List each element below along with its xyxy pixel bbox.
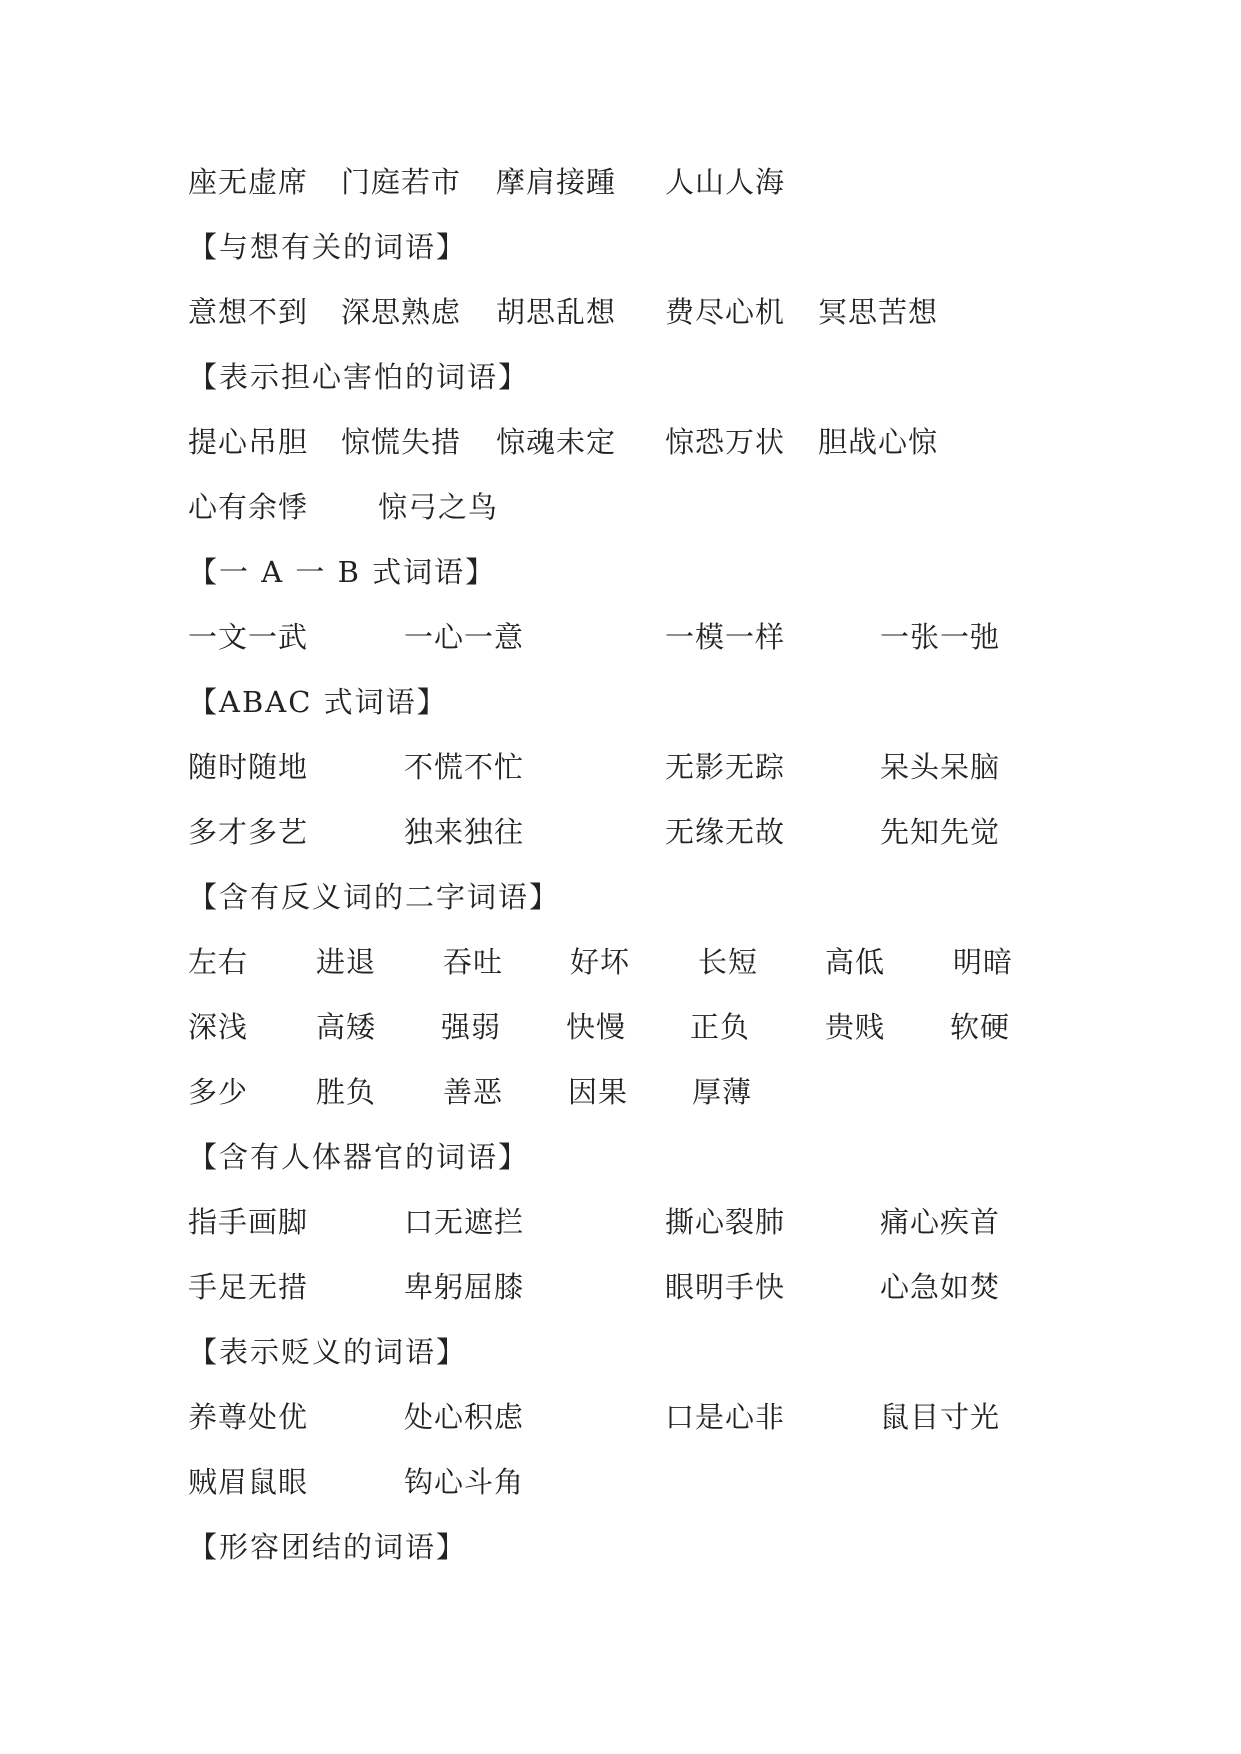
word: 多少	[188, 1075, 249, 1109]
section-heading: 【与想有关的词语】	[188, 230, 468, 264]
word: 痛心疾首	[880, 1205, 1001, 1239]
word: 好坏	[570, 945, 631, 979]
word: 因果	[568, 1075, 629, 1109]
word: 善恶	[443, 1075, 504, 1109]
word: 眼明手快	[665, 1270, 786, 1304]
word: 快慢	[566, 1010, 627, 1044]
word: 惊弓之鸟	[378, 490, 499, 524]
word: 意想不到	[188, 295, 309, 329]
word: 深思熟虑	[341, 295, 462, 329]
word: 惊慌失措	[341, 425, 462, 459]
word: 软硬	[950, 1010, 1011, 1044]
word: 口无遮拦	[404, 1205, 525, 1239]
word: 无影无踪	[665, 750, 786, 784]
word: 座无虚席	[188, 165, 309, 199]
word: 人山人海	[665, 165, 786, 199]
word: 撕心裂肺	[665, 1205, 786, 1239]
word: 胆战心惊	[818, 425, 939, 459]
word: 吞吐	[443, 945, 504, 979]
word: 高矮	[316, 1010, 377, 1044]
word: 口是心非	[665, 1400, 786, 1434]
word: 鼠目寸光	[880, 1400, 1001, 1434]
section-heading: 【形容团结的词语】	[188, 1530, 468, 1564]
word: 费尽心机	[665, 295, 786, 329]
word: 贼眉鼠眼	[188, 1465, 309, 1499]
word: 独来独往	[404, 815, 525, 849]
word: 心有余悸	[188, 490, 309, 524]
word: 指手画脚	[188, 1205, 309, 1239]
word: 手足无措	[188, 1270, 309, 1304]
word: 摩肩接踵	[496, 165, 617, 199]
word: 胜负	[316, 1075, 377, 1109]
word: 一文一武	[188, 620, 309, 654]
word: 无缘无故	[665, 815, 786, 849]
word: 长短	[698, 945, 759, 979]
word: 一模一样	[665, 620, 786, 654]
word: 处心积虑	[404, 1400, 525, 1434]
section-heading: 【含有反义词的二字词语】	[188, 880, 561, 914]
word: 一张一弛	[880, 620, 1001, 654]
word: 先知先觉	[880, 815, 1001, 849]
word: 钩心斗角	[404, 1465, 525, 1499]
word: 明暗	[953, 945, 1014, 979]
word: 卑躬屈膝	[404, 1270, 525, 1304]
word: 胡思乱想	[496, 295, 617, 329]
word: 惊魂未定	[496, 425, 617, 459]
word: 贵贱	[825, 1010, 886, 1044]
word: 惊恐万状	[665, 425, 786, 459]
word: 高低	[825, 945, 886, 979]
section-heading: 【ABAC 式词语】	[188, 685, 448, 719]
section-heading: 【含有人体器官的词语】	[188, 1140, 530, 1174]
word: 冥思苦想	[818, 295, 939, 329]
word: 进退	[316, 945, 377, 979]
section-heading: 【表示贬义的词语】	[188, 1335, 468, 1369]
word: 提心吊胆	[188, 425, 309, 459]
word: 随时随地	[188, 750, 309, 784]
word: 门庭若市	[341, 165, 462, 199]
word: 养尊处优	[188, 1400, 309, 1434]
word: 正负	[690, 1010, 751, 1044]
word: 深浅	[188, 1010, 249, 1044]
word: 呆头呆脑	[880, 750, 1001, 784]
word: 强弱	[441, 1010, 502, 1044]
section-heading: 【一 A 一 B 式词语】	[188, 555, 497, 589]
word: 厚薄	[692, 1075, 753, 1109]
word: 心急如焚	[880, 1270, 1001, 1304]
word: 一心一意	[404, 620, 525, 654]
word: 不慌不忙	[404, 750, 525, 784]
word: 左右	[188, 945, 249, 979]
word: 多才多艺	[188, 815, 309, 849]
section-heading: 【表示担心害怕的词语】	[188, 360, 530, 394]
